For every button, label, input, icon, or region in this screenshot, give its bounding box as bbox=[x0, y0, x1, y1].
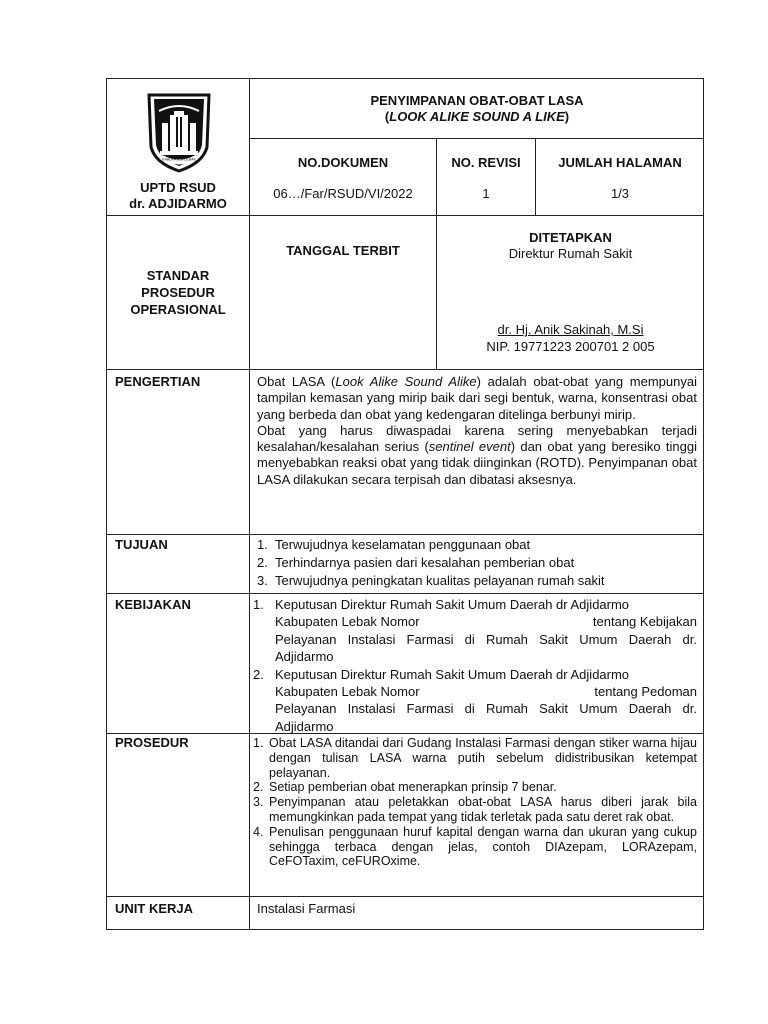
list-item: 1. Obat LASA ditandai dari Gudang Instalasi Farmasi dengan stiker warna hijau dengan tulisan LASA warna putih sebelum didistribusikan ketempat pelayanan. bbox=[253, 736, 697, 780]
pengertian-label: PENGERTIAN bbox=[115, 374, 201, 389]
signer-nip: NIP. 19771223 200701 2 005 bbox=[486, 339, 655, 354]
kebijakan-list bbox=[253, 596, 697, 735]
column-divider bbox=[249, 79, 250, 929]
unit-kerja-value: Instalasi Farmasi bbox=[257, 901, 356, 916]
signer-name: dr. Hj. Anik Sakinah, M.Si bbox=[497, 322, 644, 337]
tujuan-list bbox=[257, 536, 697, 590]
prosedur-label: PROSEDUR bbox=[115, 735, 189, 750]
row-divider bbox=[107, 593, 704, 594]
list-item: 4. Penulisan penggunaan huruf kapital dengan warna dan ukuran yang cukup sehingga terbaca dengan jelas, contoh DIAzepam, LORAzepam, CeFOTaxim, ceFUROxime. bbox=[253, 824, 697, 869]
document-title: PENYIMPANAN OBAT-OBAT LASA (LOOK ALIKE SOUND A LIKE) bbox=[370, 93, 584, 124]
row-divider bbox=[107, 215, 704, 216]
no-dokumen-value: 06…/Far/RSUD/VI/2022 bbox=[273, 186, 413, 201]
jumlah-halaman-header: JUMLAH HALAMAN bbox=[558, 155, 682, 170]
list-item: 2. Setiap pemberian obat menerapkan prinsip 7 benar. bbox=[253, 780, 557, 795]
no-revisi-header: NO. REVISI bbox=[451, 155, 521, 170]
kebijakan-label: KEBIJAKAN bbox=[115, 597, 191, 612]
approval-block bbox=[437, 230, 704, 262]
column-divider bbox=[535, 138, 536, 215]
list-item: 3. Penyimpanan atau peletakkan obat-obat LASA harus diberi jarak bila memungkinkan pada tempat yang tidak terletak pada satu deret rak obat. bbox=[253, 795, 697, 824]
list-item: 1. Terwujudnya keselamatan penggunaan obat bbox=[257, 537, 531, 552]
tujuan-label: TUJUAN bbox=[115, 537, 168, 552]
unit-kerja-label: UNIT KERJA bbox=[115, 901, 194, 916]
svg-text:KABUPATEN LEBAK: KABUPATEN LEBAK bbox=[162, 157, 196, 162]
prosedur-list bbox=[253, 736, 697, 869]
signer-block bbox=[437, 321, 704, 355]
sop-label: STANDAR PROSEDUR OPERASIONAL bbox=[130, 268, 226, 317]
ditetapkan-label: DITETAPKAN bbox=[529, 230, 612, 245]
no-dokumen-header: NO.DOKUMEN bbox=[297, 155, 389, 170]
row-divider bbox=[249, 138, 704, 139]
tanggal-terbit-label: TANGGAL TERBIT bbox=[286, 243, 400, 258]
jumlah-halaman-value: 1/3 bbox=[610, 186, 630, 201]
pengertian-text: Obat LASA (Look Alike Sound Alike) adalah obat-obat yang mempunyai tampilan kemasan yang mirip baik dari segi bentuk, warna, konsentrasi obat yang berbeda dan obat yang kedengaran ditelinga berbunyi mirip. Obat yang harus diwaspadai karena sering menyebabkan terjadi kesalahan/kesalahan serius (sentinel event) dan obat yang beresiko tinggi menyebabkan reaksi obat yang tidak diinginkan (ROTD). Penyimpanan obat LASA dilakukan secara terpisah dan dibatasi aksesnya. bbox=[257, 374, 697, 487]
list-item: 1. Keputusan Direktur Rumah Sakit Umum Daerah dr Adjidarmo Kabupaten Lebak Nomor tentang Kebijakan Pelayanan Instalasi Farmasi di Rumah Sakit Umum Daerah dr. Adjidarmo bbox=[253, 597, 697, 665]
sop-document bbox=[106, 78, 704, 930]
row-divider bbox=[107, 369, 704, 370]
list-item: 2. Keputusan Direktur Rumah Sakit Umum Daerah dr Adjidarmo Kabupaten Lebak Nomor tentang Pedoman Pelayanan Instalasi Farmasi di Rumah Sakit Umum Daerah dr. Adjidarmo bbox=[253, 666, 697, 734]
list-item: 2. Terhindarnya pasien dari kesalahan pemberian obat bbox=[257, 555, 575, 570]
list-item: 3. Terwujudnya peningkatan kualitas pelayanan rumah sakit bbox=[257, 573, 605, 588]
org-name: UPTD RSUD dr. ADJIDARMO bbox=[129, 180, 227, 211]
hospital-logo bbox=[145, 87, 213, 175]
row-divider bbox=[107, 534, 704, 535]
no-revisi-value: 1 bbox=[482, 186, 490, 201]
ditetapkan-role: Direktur Rumah Sakit bbox=[508, 246, 633, 261]
row-divider bbox=[107, 896, 704, 897]
